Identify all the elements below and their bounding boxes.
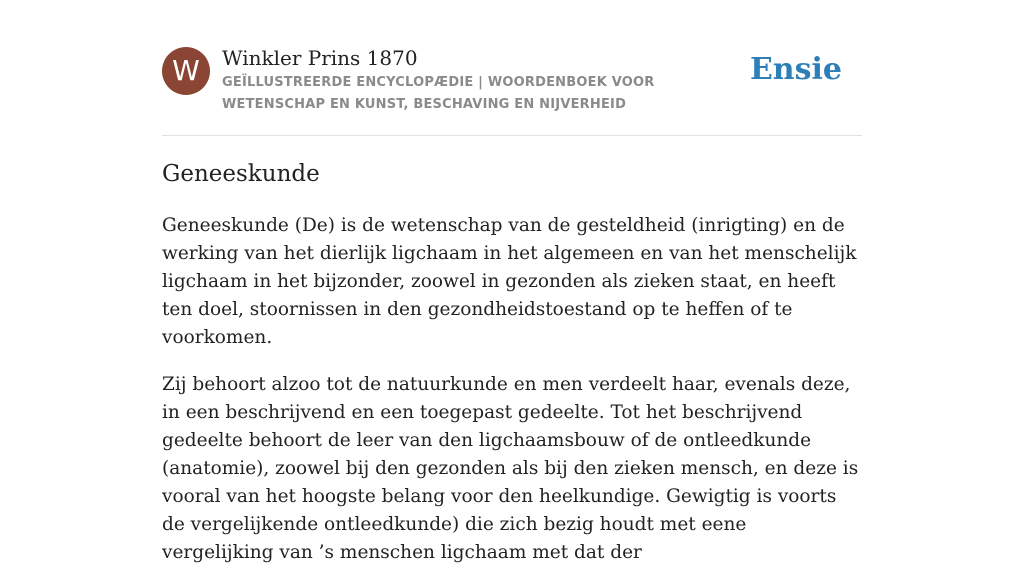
avatar[interactable]: W (162, 47, 210, 95)
source-subtitle: GEÏLLUSTREERDE ENCYCLOPÆDIE | WOORDENBOEK VOOR WETENSCHAP EN KUNST, BESCHAVING EN NIJVERHEID (222, 75, 655, 112)
divider (162, 135, 862, 136)
article-title: Geneeskunde (162, 161, 320, 187)
article-body (162, 212, 862, 586)
paragraph-2: Zij behoort alzoo tot de natuurkunde en men verdeelt haar, evenals deze, in een beschrijvend en een toegepast gedeelte. Tot het beschrijvend gedeelte behoort de leer van den ligchaamsbouw of de ontleedkunde (anatomie), zoowel bij den gezonden als bij den zieken mensch, en deze is vooral van het hoogste belang voor den heelkundige. Gewigtig is voorts de vergelijkende ontleedkunde) die zich bezig houdt met eene vergelijking van ’s menschen ligchaam met dat der (162, 374, 859, 563)
source-title[interactable]: Winkler Prins 1870 (222, 46, 418, 70)
brand-logo-link[interactable]: Ensie (749, 52, 842, 87)
header (162, 45, 862, 117)
paragraph-1: Geneeskunde (De) is de wetenschap van de gesteldheid (inrigting) en de werking van het dierlijk ligchaam in het algemeen en van het menschelijk ligchaam in het bijzonder, zoowel in gezonden als zieken staat, en heeft ten doel, stoornissen in den gezondheidstoestand op te heffen of te voorkomen. (162, 215, 857, 348)
